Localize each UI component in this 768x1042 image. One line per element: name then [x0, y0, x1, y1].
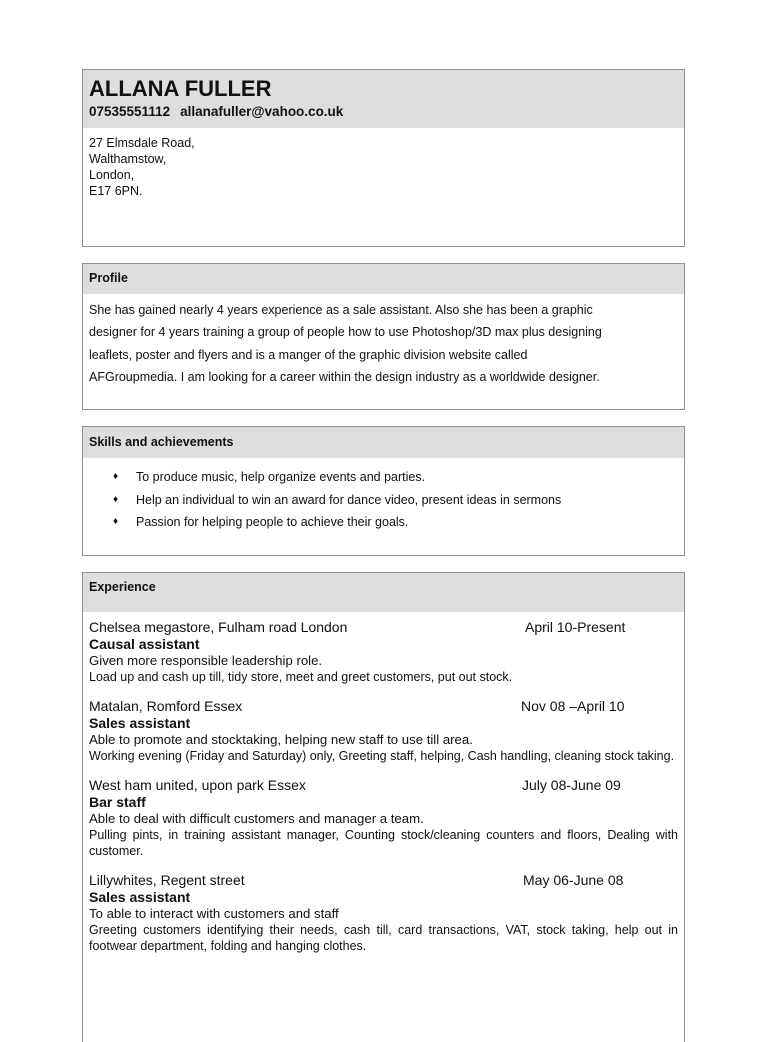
profile-header — [83, 264, 684, 294]
profile-line: designer for 4 years training a group of people how to use Photoshop/3D max plus designing — [89, 325, 602, 340]
job-entry — [83, 872, 684, 954]
address-line: 27 Elmsdale Road, — [89, 136, 195, 150]
job-role: Sales assistant — [89, 889, 191, 905]
profile-line: She has gained nearly 4 years experience as a sale assistant. Also she has been a graphic — [89, 303, 593, 317]
skills-title: Skills and achievements — [89, 435, 234, 449]
job-duties: Load up and cash up till, tidy store, meet and greet customers, put out stock. — [89, 670, 513, 684]
profile-section — [82, 263, 685, 410]
list-item: ♦ To produce music, help organize events and parties. — [113, 466, 684, 489]
job-duties: Pulling pints, in training assistant manager, Counting stock/cleaning counters and floors, Dealing with customer. — [89, 828, 678, 858]
job-entry — [83, 777, 684, 859]
job-role: Bar staff — [89, 794, 146, 810]
profile-text — [83, 294, 684, 388]
job-entry — [83, 698, 684, 764]
skills-header — [83, 427, 684, 458]
job-dates: July 08-June 09 — [522, 777, 621, 793]
list-item: ♦ Help an individual to win an award for dance video, present ideas in sermons — [113, 489, 684, 512]
job-dates: April 10-Present — [525, 619, 626, 635]
job-role: Sales assistant — [89, 715, 191, 731]
profile-line: AFGroupmedia. I am looking for a career within the design industry as a worldwide designer. — [89, 369, 600, 384]
contact-line — [89, 104, 678, 119]
job-summary: Able to deal with difficult customers and manager a team. — [89, 811, 424, 826]
job-employer: Chelsea megastore, Fulham road London — [89, 619, 348, 635]
job-role: Causal assistant — [89, 636, 200, 652]
profile-title: Profile — [89, 271, 128, 285]
address-block — [83, 128, 684, 206]
job-employer: Lillywhites, Regent street — [89, 872, 245, 888]
experience-section — [82, 572, 685, 1042]
address-line: E17 6PN. — [89, 184, 143, 198]
skills-list — [83, 458, 684, 534]
job-summary: To able to interact with customers and staff — [89, 906, 339, 921]
experience-title: Experience — [89, 580, 156, 594]
job-entry — [83, 619, 684, 685]
header-section — [82, 69, 685, 247]
job-dates: May 06-June 08 — [523, 872, 624, 888]
experience-header — [83, 573, 684, 612]
job-duties: Greeting customers identifying their needs, cash till, card transactions, VAT, stock taking, help out in footwear department, folding and hanging clothes. — [89, 923, 678, 953]
skills-section — [82, 426, 685, 556]
header-bar — [83, 70, 684, 128]
candidate-name: ALLANA FULLER — [89, 76, 272, 101]
address-line: London, — [89, 168, 135, 182]
profile-line: leaflets, poster and flyers and is a manger of the graphic division website called — [89, 347, 528, 362]
phone-number: 07535551112 — [89, 104, 171, 119]
job-summary: Given more responsible leadership role. — [89, 653, 323, 668]
job-summary: Able to promote and stocktaking, helping new staff to use till area. — [89, 732, 473, 747]
address-line: Walthamstow, — [89, 152, 167, 166]
job-employer: West ham united, upon park Essex — [89, 777, 306, 793]
email-address: allanafuller@vahoo.co.uk — [180, 104, 344, 119]
job-duties: Working evening (Friday and Saturday) only, Greeting staff, helping, Cash handling, cleaning stock taking. — [89, 749, 675, 763]
list-item: ♦ Passion for helping people to achieve their goals. — [113, 511, 684, 534]
job-employer: Matalan, Romford Essex — [89, 698, 243, 714]
job-dates: Nov 08 –April 10 — [521, 698, 625, 714]
